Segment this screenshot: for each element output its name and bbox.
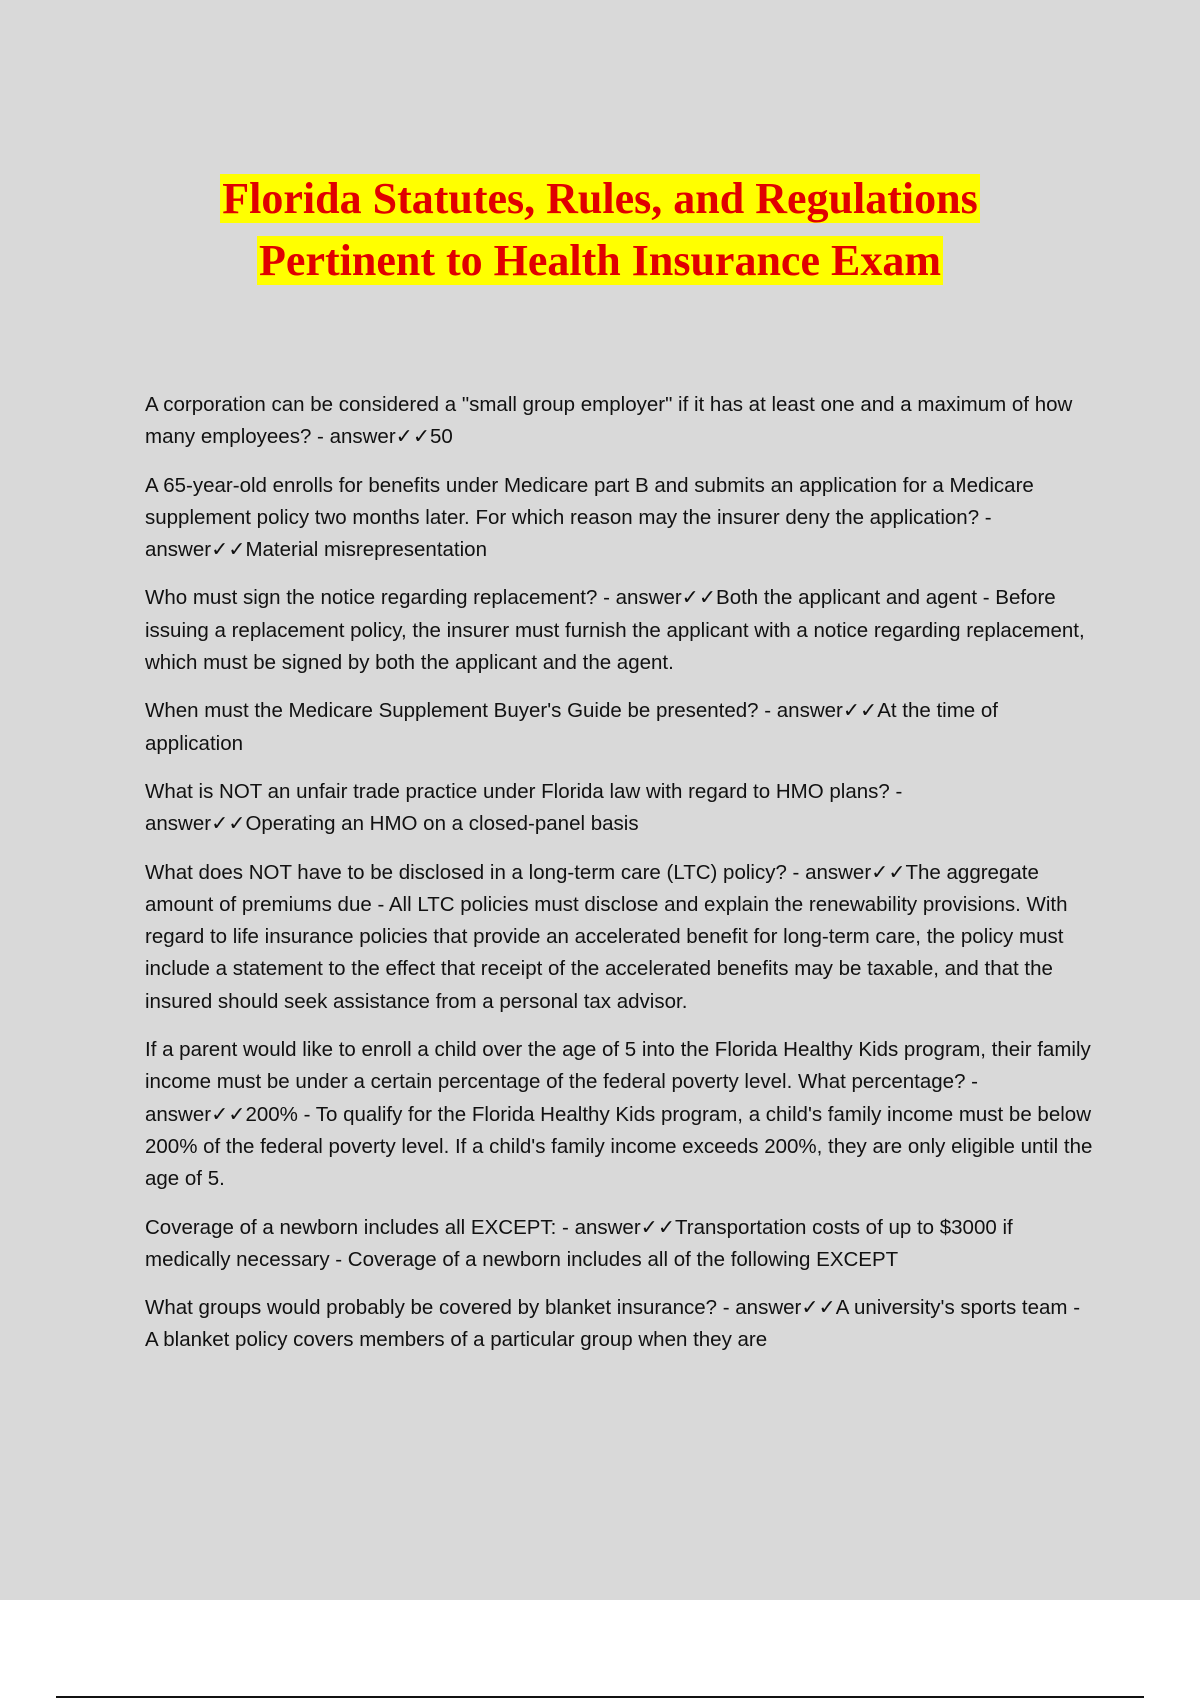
footer-divider [56,1696,1144,1698]
qa-item: A corporation can be considered a "small group employer" if it has at least one and a maximum of how many employees? - answer✓✓50 [145,393,1073,449]
qa-item: If a parent would like to enroll a child over the age of 5 into the Florida Healthy Kids program, their family income must be under a certain percentage of the federal poverty level. What percentage? - answer✓✓200% - To qualify for the Florida Healthy Kids program, a child's family income must be below 200% of the federal poverty level. If a child's family income exceeds 200%, they are only eligible until the age of 5. [145,1038,1093,1191]
qa-item: Coverage of a newborn includes all EXCEPT: - answer✓✓Transportation costs of up to $3000 if medically necessary - Coverage of a newborn includes all of the following EXCEPT [145,1215,1013,1271]
qa-item: What is NOT an unfair trade practice under Florida law with regard to HMO plans? - answer✓✓Operating an HMO on a closed-panel basis [145,779,903,836]
question-answer-list [145,389,1095,1373]
title-line-1: Florida Statutes, Rules, and Regulations [222,174,978,223]
document-title [0,168,1200,292]
qa-item: What groups would probably be covered by blanket insurance? - answer✓✓A university's sports team - A blanket policy covers members of a particular group when they are [145,1296,1081,1352]
qa-item: What does NOT have to be disclosed in a long-term care (LTC) policy? - answer✓✓The aggregate amount of premiums due - All LTC policies must disclose and explain the renewability provisions. With regard to life insurance policies that provide an accelerated benefit for long-term care, the policy must include a statement to the effect that receipt of the accelerated benefits may be taxable, and that the insured should seek assistance from a personal tax advisor. [145,860,1068,1013]
qa-item: A 65-year-old enrolls for benefits under Medicare part B and submits an application for a Medicare supplement policy two months later. For which reason may the insurer deny the application? - answer✓✓Material misrepresentation [145,473,1034,562]
title-line-2: Pertinent to Health Insurance Exam [259,236,941,285]
qa-item: Who must sign the notice regarding replacement? - answer✓✓Both the applicant and agent - Before issuing a replacement policy, the insurer must furnish the applicant with a notice regarding replacement, which must be signed by both the applicant and the agent. [145,586,1085,675]
qa-item: When must the Medicare Supplement Buyer's Guide be presented? - answer✓✓At the time of application [145,699,998,755]
